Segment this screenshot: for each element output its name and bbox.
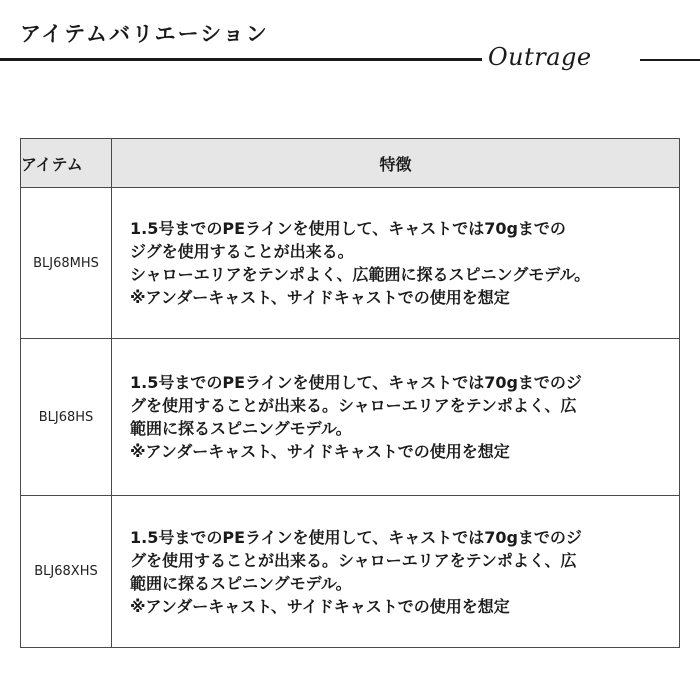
title-underline-right [640,59,700,61]
feature-line: 範囲に探るスピニングモデル。 [130,573,352,593]
table-row [21,188,680,339]
column-header-features: 特徴 [112,139,680,188]
feature-line: 1.5号までのPEラインを使用して、キャストでは70gまでのジ [130,373,582,392]
feature-description [112,188,680,339]
column-header-item: アイテム [21,139,112,188]
outrage-logo [484,42,640,72]
feature-line: ※アンダーキャスト、サイドキャストでの使用を想定 [130,442,510,461]
table-row [21,339,680,496]
feature-line: 1.5号までのPEラインを使用して、キャストでは70gまでの [130,219,566,238]
feature-line: グを使用することが出来る。シャローエリアをテンポよく、広 [130,550,577,570]
feature-line: ジグを使用することが出来る。 [130,242,354,261]
item-code: BLJ68HS [21,339,112,496]
page-title: アイテムバリエーション [20,22,269,46]
feature-line: 範囲に探るスピニングモデル。 [130,419,352,438]
feature-line: グを使用することが出来る。シャローエリアをテンポよく、広 [130,396,577,415]
item-code: BLJ68XHS [21,496,112,648]
feature-line: ※アンダーキャスト、サイドキャストでの使用を想定 [130,288,510,307]
feature-line: ※アンダーキャスト、サイドキャストでの使用を想定 [130,596,510,616]
feature-line: 1.5号までのPEラインを使用して、キャストでは70gまでのジ [130,527,582,547]
feature-description [112,339,680,496]
feature-line: シャローエリアをテンポよく、広範囲に探るスピニングモデル。 [130,265,591,284]
table-header-row [21,139,680,188]
table-row [21,496,680,648]
item-code: BLJ68MHS [21,188,112,339]
title-underline [0,58,482,61]
feature-description [112,496,680,648]
item-variation-table [20,138,680,648]
logo-text: Outrage [488,43,592,71]
